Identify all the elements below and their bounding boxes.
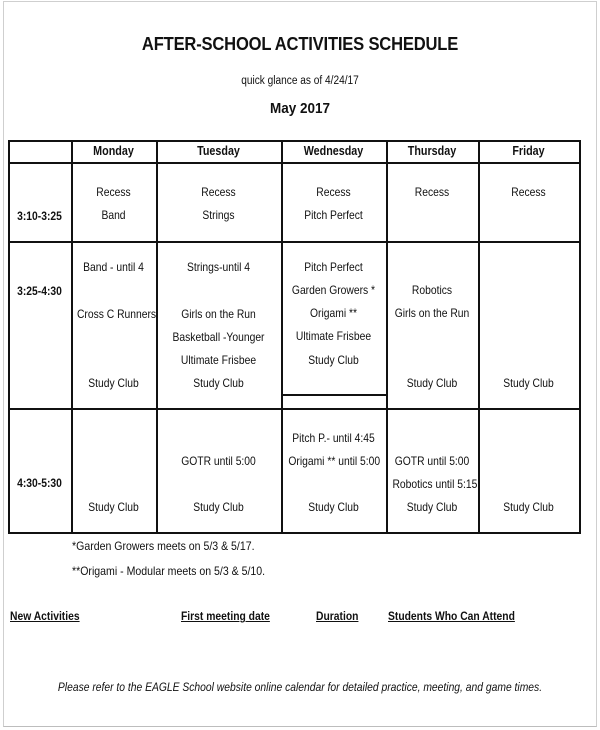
col-divider-wednesday bbox=[281, 140, 283, 534]
duration-heading: Duration bbox=[316, 609, 359, 623]
cell-text: GOTR until 5:00 bbox=[394, 454, 470, 468]
header-row-divider bbox=[8, 162, 580, 164]
cell-text: Study Club bbox=[503, 500, 554, 514]
document-title: AFTER-SCHOOL ACTIVITIES SCHEDULE bbox=[141, 34, 459, 54]
cell-text: Band - until 4 bbox=[83, 260, 144, 274]
cell-text: Girls on the Run bbox=[181, 307, 256, 321]
column-header-thursday: Thursday bbox=[407, 144, 457, 158]
cell-text: Study Club bbox=[193, 376, 244, 390]
cell-text: Study Club bbox=[308, 500, 359, 514]
cell-text: Ultimate Frisbee bbox=[295, 329, 372, 343]
column-header-tuesday: Tuesday bbox=[197, 144, 240, 158]
cell-text: Study Club bbox=[88, 376, 139, 390]
cell-text: Pitch Perfect bbox=[304, 260, 363, 274]
cell-text: Study Club bbox=[503, 376, 554, 390]
cell-text: Origami ** bbox=[309, 306, 358, 320]
footnote-origami: **Origami - Modular meets on 5/3 & 5/10. bbox=[72, 564, 266, 578]
cell-text: Ultimate Frisbee bbox=[180, 353, 257, 367]
cell-text: Pitch P.- until 4:45 bbox=[292, 431, 375, 445]
cell-text: Recess bbox=[316, 185, 351, 199]
time-slot-1: 3:10-3:25 bbox=[17, 209, 62, 223]
cell-text: Girls on the Run bbox=[394, 306, 470, 320]
cell-text: GOTR until 5:00 bbox=[181, 454, 256, 468]
col-divider-monday bbox=[71, 140, 73, 534]
document-subtitle: quick glance as of 4/24/17 bbox=[241, 75, 359, 87]
cell-text: Recess bbox=[511, 185, 546, 199]
cell-text: Band bbox=[101, 208, 126, 222]
cell-text: Garden Growers * bbox=[291, 283, 376, 297]
cell-text: Recess bbox=[414, 185, 450, 199]
new-activities-heading: New Activities bbox=[10, 609, 80, 623]
cell-text: Study Club bbox=[88, 500, 139, 514]
col-divider-tuesday bbox=[156, 140, 158, 534]
cell-text: Study Club bbox=[406, 500, 458, 514]
table-border-right bbox=[579, 140, 581, 534]
row-divider-2 bbox=[8, 408, 580, 410]
first-meeting-date-heading: First meeting date bbox=[181, 609, 270, 623]
schedule-month: May 2017 bbox=[269, 100, 331, 117]
cell-text: Strings bbox=[202, 208, 235, 222]
cell-text: Origami ** until 5:00 bbox=[288, 454, 381, 468]
row-divider-1 bbox=[8, 241, 580, 243]
cell-text: Recess bbox=[96, 185, 131, 199]
cell-text: Study Club bbox=[193, 500, 244, 514]
time-slot-2: 3:25-4:30 bbox=[17, 284, 62, 298]
cell-text: Recess bbox=[201, 185, 236, 199]
website-reference-note: Please refer to the EAGLE School website online calendar for detailed practice, meeting, and game times. bbox=[57, 680, 543, 694]
footnote-garden-growers: *Garden Growers meets on 5/3 & 5/17. bbox=[72, 539, 255, 553]
cell-text: Basketball -Younger bbox=[172, 330, 265, 344]
cell-text: Study Club bbox=[308, 353, 359, 367]
table-border-left bbox=[8, 140, 10, 534]
time-slot-3: 4:30-5:30 bbox=[17, 476, 62, 490]
col-divider-friday bbox=[478, 140, 480, 534]
cell-text: Robotics until 5:15 bbox=[392, 477, 478, 491]
cell-text: Pitch Perfect bbox=[304, 208, 363, 222]
table-border-bottom bbox=[8, 532, 580, 534]
col-divider-thursday bbox=[386, 140, 388, 534]
cell-text: Cross C Runners bbox=[76, 307, 157, 321]
students-who-can-attend-heading: Students Who Can Attend bbox=[388, 609, 515, 623]
table-border-top bbox=[8, 140, 580, 142]
column-header-wednesday: Wednesday bbox=[303, 144, 364, 158]
wednesday-inner-divider bbox=[281, 394, 387, 396]
column-header-monday: Monday bbox=[93, 144, 134, 158]
cell-text: Strings-until 4 bbox=[186, 260, 251, 274]
cell-text: Robotics bbox=[411, 283, 453, 297]
column-header-friday: Friday bbox=[512, 144, 545, 158]
cell-text: Study Club bbox=[406, 376, 458, 390]
